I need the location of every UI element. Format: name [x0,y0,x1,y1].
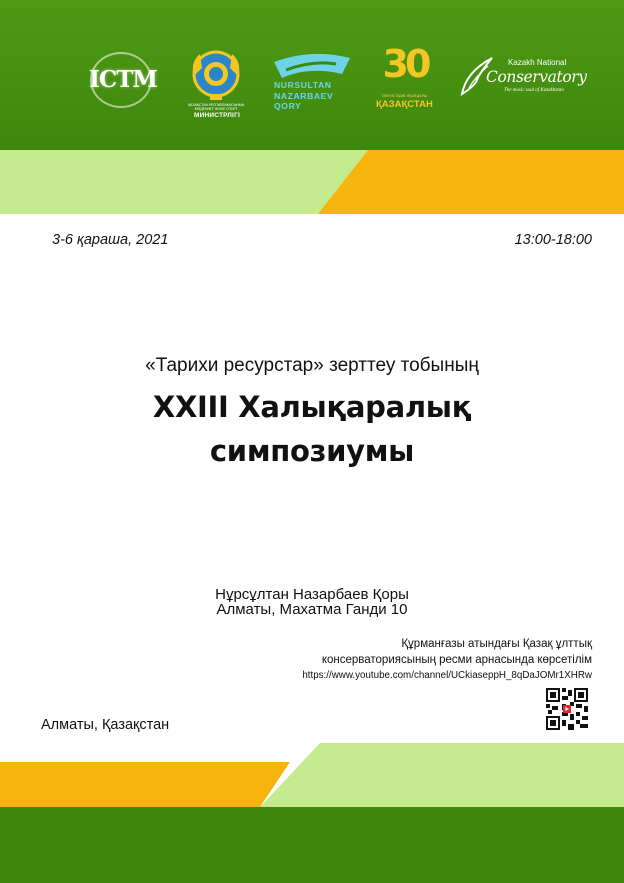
nazarbaev-line-2: NAZARBAEV [274,90,334,101]
qr-code-icon[interactable] [546,688,588,730]
state-emblem-icon [188,48,244,104]
independence-30-logo [376,42,436,114]
location-text: Алматы, Қазақстан [41,717,170,733]
nazarbaev-line-1: NURSULTAN [274,80,332,90]
nazarbaev-wave-icon [272,52,352,82]
top-yellow-stripe [318,150,624,214]
event-time: 13:00-18:00 [514,232,592,248]
conservatory-top-text: Kazakh National [508,58,567,67]
nazarbaev-fund-logo [272,52,356,122]
event-date: 3-6 қараша, 2021 [52,232,169,248]
thirty-small-text: ТӘУЕЛСІЗДІК ЖЫЛДАРЫ [381,94,427,98]
conservatory-tagline: The music soul of Kazakhstan [504,88,564,93]
thirty-number: 30 [382,42,428,86]
ictm-logo-text: ICTM [89,66,157,93]
ministry-small-text: ҚАЗАҚСТАН РЕСПУБЛИКАСЫНЫҢ МӘДЕНИЕТ ЖӘНЕ СПОРТ [187,103,245,111]
youtube-channel-link[interactable]: https://www.youtube.com/channel/UCkiaseppH_8qDaJOMr1XHRw [302,670,592,681]
conservatory-logo [458,52,587,108]
event-title-line-2: симпозиумы [209,434,415,468]
broadcast-line-2: консерваториясының ресми арнасында көрсетілім [321,654,592,666]
bottom-light-green-stripe [260,743,624,807]
broadcast-line-1: Құрманғазы атындағы Қазақ ұлттық [401,638,592,650]
bottom-yellow-stripe [0,762,290,807]
ictm-logo [88,52,158,108]
venue-name: Нұрсұлтан Назарбаев Қоры [215,586,409,603]
bottom-decor [0,743,624,883]
venue-address: Алматы, Махатма Ганди 10 [216,601,408,618]
event-subtitle: «Тарихи ресурстар» зерттеу тобының [145,355,479,376]
event-title-line-1: XXIII Халықаралық [152,390,472,424]
thirty-country-text: ҚАЗАҚСТАН [376,99,433,110]
ministry-emblem-logo [188,48,244,120]
footer-green-band [0,807,624,883]
nazarbaev-line-3: QORY [274,101,302,111]
nazarbaev-fund-name [274,80,358,112]
ministry-title: МИНИСТРЛІГІ [194,112,240,119]
top-light-green-stripe [0,150,368,214]
conservatory-name: Conservatory [486,68,587,86]
top-decor-stripes [0,150,624,214]
